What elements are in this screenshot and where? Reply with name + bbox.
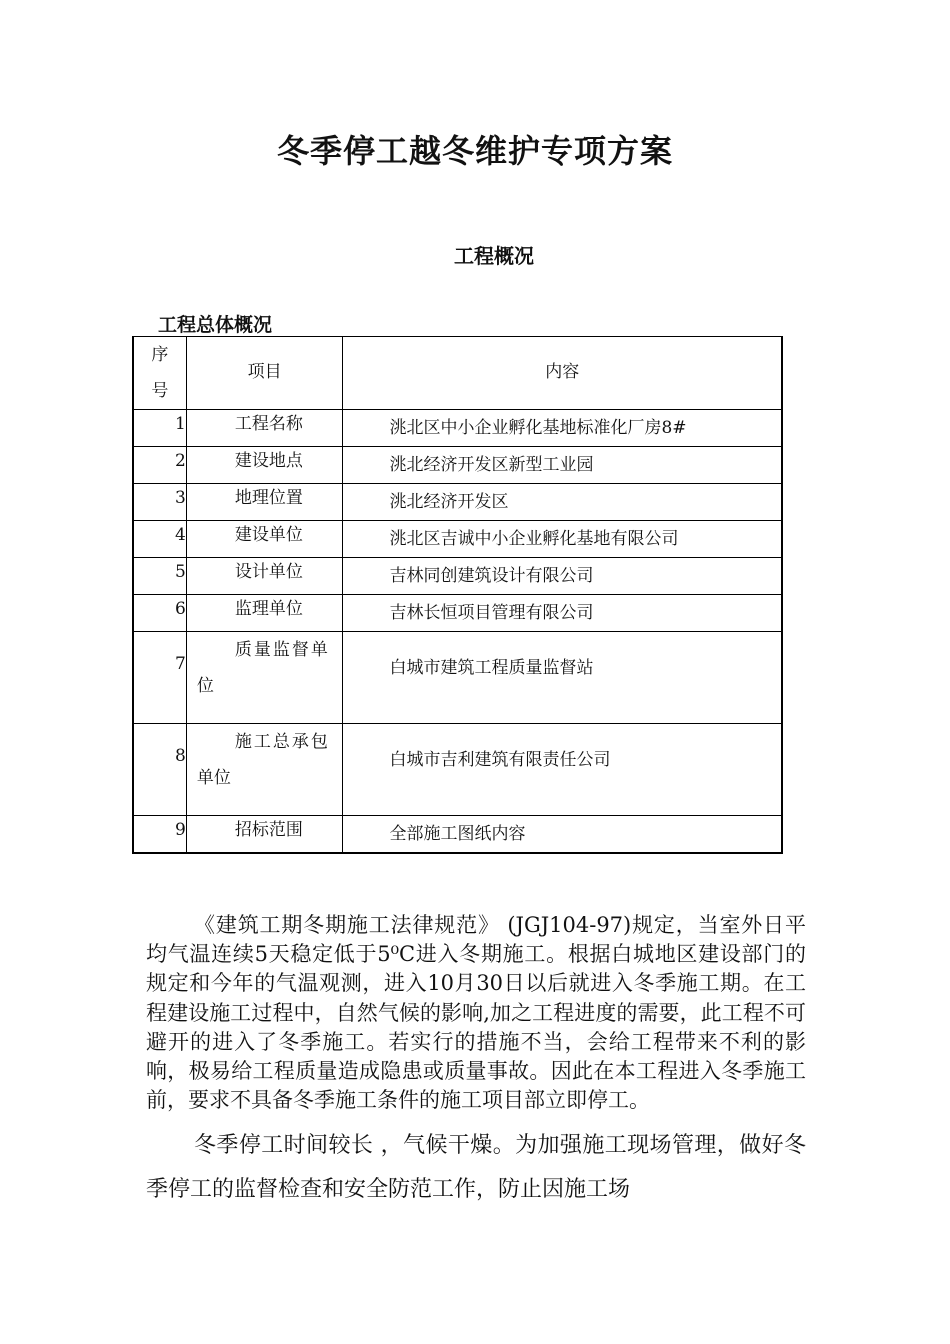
table-row [133,558,782,595]
table-row [133,521,782,558]
row-item: 建设地点 [186,447,343,484]
row-item: 设计单位 [186,558,343,595]
row-content: 洮北区中小企业孵化基地标准化厂房8# [343,410,782,447]
row-content: 白城市建筑工程质量监督站 [343,632,782,724]
table-row [133,595,782,632]
row-item: 招标范围 [186,816,343,854]
row-item-line1: 施工总承包 [234,732,330,752]
row-item [186,724,343,816]
table-row [133,484,782,521]
table-row [133,724,782,816]
row-no: 5 [133,558,186,595]
row-item-line1: 质量监督单 [234,640,330,660]
header-content: 内容 [343,337,782,410]
table-row [133,632,782,724]
header-no [133,337,186,410]
row-no: 3 [133,484,186,521]
row-content: 洮北区吉诚中小企业孵化基地有限公司 [343,521,782,558]
table-header-row [133,337,782,410]
header-no-label: 序号 [151,345,169,401]
body-paragraph-2: 冬季停工时间较长 ，气候干燥。为加强施工现场管理，做好冬季停工的监督检查和安全防范工作，防止因施工场 [146,1133,806,1202]
table-row [133,410,782,447]
header-item: 项目 [186,337,343,410]
row-no: 2 [133,447,186,484]
row-no: 1 [133,410,186,447]
row-item [186,632,343,724]
row-no: 8 [133,724,186,816]
row-content: 吉林长恒项目管理有限公司 [343,595,782,632]
row-no: 4 [133,521,186,558]
row-content: 洮北经济开发区 [343,484,782,521]
row-no: 9 [133,816,186,854]
row-item: 监理单位 [186,595,343,632]
section-title: 工程概况 [454,244,534,268]
project-overview-table [132,336,783,854]
row-content: 全部施工图纸内容 [343,816,782,854]
row-item-line2: 单位 [196,768,231,788]
row-content: 吉林同创建筑设计有限公司 [343,558,782,595]
table-row [133,447,782,484]
row-no: 7 [133,632,186,724]
table-caption: 工程总体概况 [158,314,273,336]
row-item-line2: 位 [196,676,214,696]
body-paragraph-1: 《建筑工期冬期施工法律规范》 (JGJ104-97)规定，当室外日平均气温连续5天稳定低于5⁰C进入冬期施工。根据白城地区建设部门的规定和今年的气温观测，进入10月30日以后就进入冬季施工期。在工程建设施工过程中，自然气候的影响,加之工程进度的需要，此工程不可避开的进入了冬季施工。若实行的措施不当，会给工程带来不利的影响，极易给工程质量造成隐患或质量事故。因此在本工程进入冬季施工前，要求不具备冬季施工条件的施工项目部立即停工。 [146,913,806,1113]
document-title: 冬季停工越冬维护专项方案 [276,132,673,170]
table-row [133,816,782,854]
row-content: 洮北经济开发区新型工业园 [343,447,782,484]
row-item: 地理位置 [186,484,343,521]
row-item: 工程名称 [186,410,343,447]
row-item: 建设单位 [186,521,343,558]
row-content: 白城市吉利建筑有限责任公司 [343,724,782,816]
row-no: 6 [133,595,186,632]
